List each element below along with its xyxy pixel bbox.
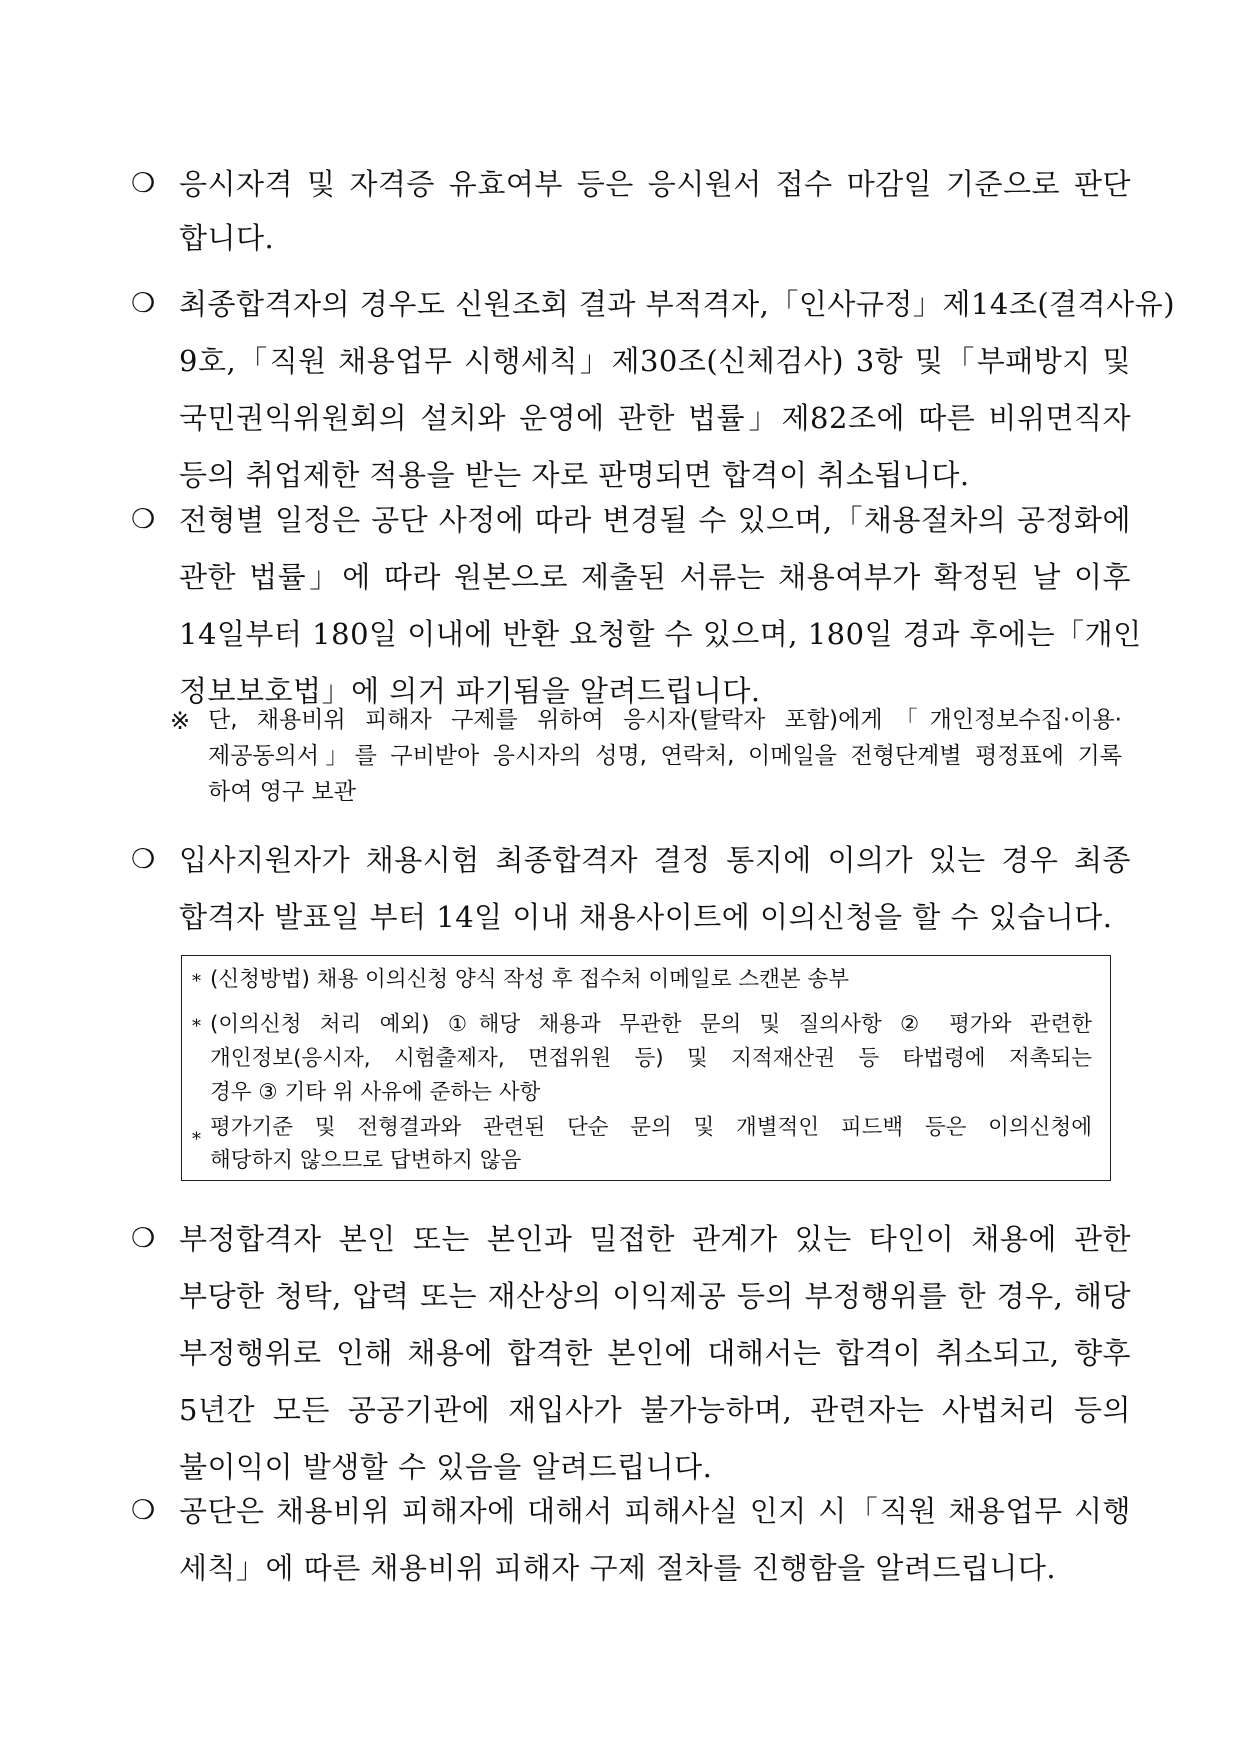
note-line: 단, 채용비위 피해자 구제를 위하여 응시자(탈락자 포함)에게「개인정보수집·이용· (208, 707, 1122, 733)
asterisk-icon: * (192, 1129, 201, 1150)
box-line: 개인정보(응시자, 시험출제자, 면접위원 등) 및 지적재산권 등 타법령에 저촉되는 (210, 1046, 1092, 1071)
section-line: 세칙」에 따른 채용비위 피해자 구제 절차를 진행함을 알려드립니다. (179, 1551, 1057, 1585)
section-line: 합니다. (179, 221, 275, 255)
asterisk-icon: * (192, 971, 201, 992)
section-line: 정보보호법」에 의거 파기됨을 알려드립니다. (179, 674, 761, 708)
box-line: (신청방법) 채용 이의신청 양식 작성 후 접수처 이메일로 스캔본 송부 (210, 967, 850, 992)
objection-info-box (181, 955, 1111, 1181)
section-line: 9호,「직원 채용업무 시행세칙」제30조(신체검사) 3항 및「부패방지 및 (179, 344, 1131, 378)
bullet-icon: ❍ (131, 168, 156, 199)
note-line: 제공동의서」를 구비받아 응시자의 성명, 연락처, 이메일을 전형단계별 평정표에 기록 (208, 743, 1122, 769)
section-line: 부정합격자 본인 또는 본인과 밀접한 관계가 있는 타인이 채용에 관한 (179, 1222, 1131, 1256)
section-line: 합격자 발표일 부터 14일 이내 채용사이트에 이의신청을 할 수 있습니다. (179, 900, 1113, 934)
section-line: 관한 법률」에 따라 원본으로 제출된 서류는 채용여부가 확정된 날 이후 (179, 560, 1131, 594)
section-line: 부정행위로 인해 채용에 합격한 본인에 대해서는 합격이 취소되고, 향후 (179, 1336, 1131, 1370)
section-line: 공단은 채용비위 피해자에 대해서 피해사실 인지 시「직원 채용업무 시행 (179, 1494, 1131, 1528)
section-line: 입사지원자가 채용시험 최종합격자 결정 통지에 이의가 있는 경우 최종 (179, 843, 1131, 877)
section-line: 불이익이 발생할 수 있음을 알려드립니다. (179, 1450, 713, 1484)
section-line: 등의 취업제한 적용을 받는 자로 판명되면 합격이 취소됩니다. (179, 458, 970, 492)
box-line: 평가기준 및 전형결과와 관련된 단순 문의 및 개별적인 피드백 등은 이의신청에 (210, 1115, 1092, 1140)
bullet-icon: ❍ (131, 844, 156, 875)
section-line: 국민권익위원회의 설치와 운영에 관한 법률」제82조에 따른 비위면직자 (179, 401, 1131, 435)
section-line: 5년간 모든 공공기관에 재입사가 불가능하며, 관련자는 사법처리 등의 (179, 1393, 1131, 1427)
box-line: 해당하지 않으므로 답변하지 않음 (210, 1148, 522, 1173)
asterisk-icon: * (192, 1016, 201, 1037)
bullet-icon: ❍ (131, 1495, 156, 1526)
reference-mark-icon: ※ (170, 707, 191, 735)
box-line: 경우 ③ 기타 위 사유에 준하는 사항 (210, 1080, 541, 1105)
bullet-icon: ❍ (131, 504, 156, 535)
section-line: 14일부터 180일 이내에 반환 요청할 수 있으며, 180일 경과 후에는「개인 (179, 617, 1142, 651)
section-line: 부당한 청탁, 압력 또는 재산상의 이익제공 등의 부정행위를 한 경우, 해당 (179, 1279, 1131, 1313)
bullet-icon: ❍ (131, 1223, 156, 1254)
box-line: (이의신청 처리 예외) ①해당 채용과 무관한 문의 및 질의사항 ② 평가와 관련한 (210, 1012, 1092, 1037)
section-line: 응시자격 및 자격증 유효여부 등은 응시원서 접수 마감일 기준으로 판단 (179, 167, 1131, 201)
section-line: 최종합격자의 경우도 신원조회 결과 부적격자,「인사규정」제14조(결격사유) (179, 287, 1176, 321)
note-line: 하여 영구 보관 (208, 779, 356, 805)
section-line: 전형별 일정은 공단 사정에 따라 변경될 수 있으며,「채용절차의 공정화에 (179, 503, 1131, 537)
bullet-icon: ❍ (131, 288, 156, 319)
